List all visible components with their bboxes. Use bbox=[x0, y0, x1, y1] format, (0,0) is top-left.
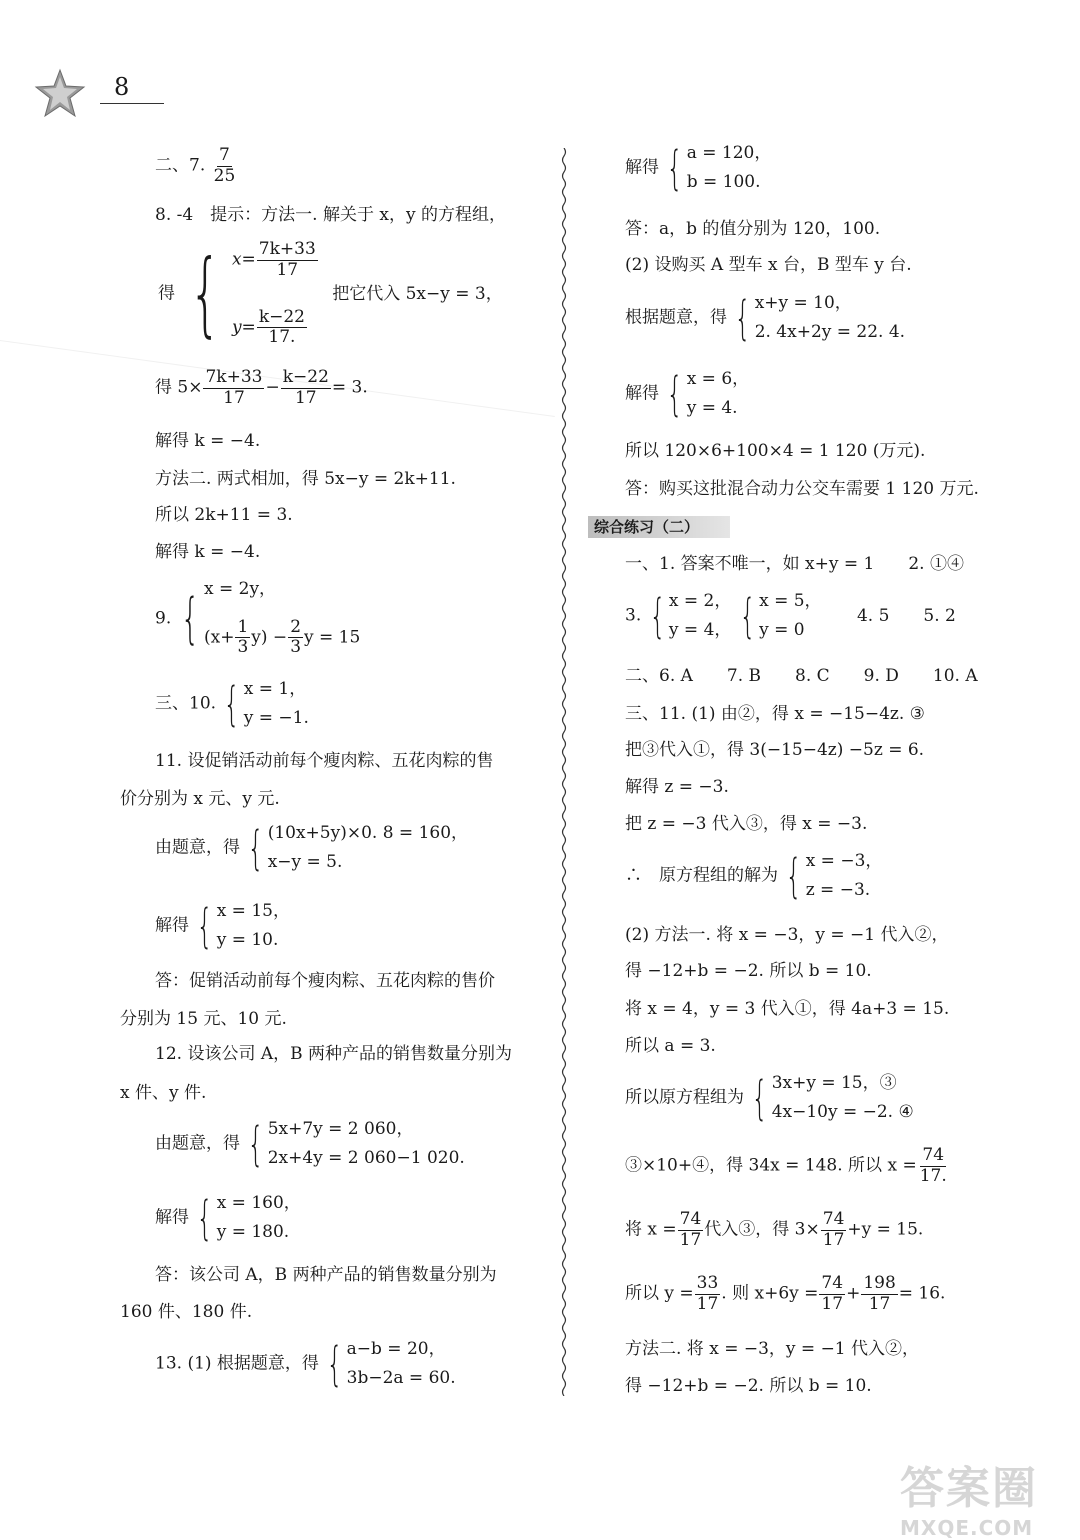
z-q11-7: 得 −12+b = −2. 所以 b = 10. bbox=[625, 961, 872, 981]
q13-final-answer: 答：购买这批混合动力公交车需要 1 120 万元. bbox=[625, 479, 979, 499]
q12-system: 由题意，得 { 5x+7y = 2 060， 2x+4y = 2 060−1 020. bbox=[155, 1117, 465, 1171]
q7-fraction: $\frac{7}{25}$ bbox=[213, 145, 236, 186]
z-q11-9: 所以 a = 3. bbox=[625, 1036, 716, 1056]
q8-system: 得 { x= $\frac{7k+33}{17}$ y= $\frac{k-22}{17.}$ 把它代入 5x−y = 3， bbox=[158, 239, 503, 348]
q8-line1: 8. -4 提示：方法一. 解关于 x，y 的方程组， bbox=[155, 205, 506, 225]
z-q11-2: 把③代入①，得 3(−15−4z) −5z = 6. bbox=[625, 740, 925, 760]
q12-line1: 12. 设该公司 A，B 两种产品的销售数量分别为 bbox=[155, 1044, 513, 1064]
q11-system: 由题意，得 { (10x+5y)×0. 8 = 160， x−y = 5. bbox=[155, 821, 469, 875]
z-q11-6: (2) 方法一. 将 x = −3，y = −1 代入②， bbox=[625, 925, 949, 945]
z-q11-1: 三、11. (1) 由②，得 x = −15−4z. ③ bbox=[625, 704, 925, 724]
z-q11-4: 把 z = −3 代入③，得 x = −3. bbox=[625, 814, 868, 834]
z-q11-14: 方法二. 将 x = −3，y = −1 代入②， bbox=[625, 1339, 920, 1359]
z-q11-8: 将 x = 4，y = 3 代入①，得 4a+3 = 15. bbox=[625, 999, 950, 1019]
z-q1: 一、1. 答案不唯一，如 x+y = 1 2. ①④ bbox=[625, 554, 964, 574]
z-q11-13: 所以 y = $\frac{33}{17}$ . 则 x+6y = $\frac{74}{17}$ + $\frac{198}{17}$ = 16. bbox=[625, 1273, 946, 1314]
q12-line2: x 件、y 件. bbox=[120, 1083, 207, 1103]
z-q11-3: 解得 z = −3. bbox=[625, 777, 729, 797]
q8-so: 所以 2k+11 = 3. bbox=[155, 505, 293, 525]
z-q11-10: 所以原方程组为 { 3x+y = 15，③ 4x−10y = −2. ④ bbox=[625, 1071, 914, 1125]
z-q11-15: 得 −12+b = −2. 所以 b = 10. bbox=[625, 1376, 872, 1396]
q13-solution: 解得 { a = 120， b = 100. bbox=[625, 141, 772, 195]
q13-part2-solution: 解得 { x = 6， y = 4. bbox=[625, 367, 750, 421]
q12-answer2: 160 件、180 件. bbox=[120, 1302, 253, 1322]
section-title: 综合练习（二） bbox=[588, 516, 730, 538]
z-q11-5: ∴ 原方程组的解为 { x = −3， z = −3. bbox=[625, 849, 883, 903]
page-number: 8 bbox=[114, 73, 130, 101]
q12-answer1: 答：该公司 A，B 两种产品的销售数量分别为 bbox=[155, 1265, 497, 1285]
q8-solve2: 解得 k = −4. bbox=[155, 542, 261, 562]
q11-solution: 解得 { x = 15， y = 10. bbox=[155, 899, 290, 953]
q9-system: 9. { x = 2y， (x+ $\frac{1}{3}$ y) − $\frac{2}{3}$ y = 15 bbox=[155, 579, 361, 658]
q8-method2: 方法二. 两式相加，得 5x−y = 2k+11. bbox=[155, 469, 456, 489]
watermark-logo: 答案圈 bbox=[900, 1463, 1038, 1514]
z-q11-11: ③×10+④，得 34x = 148. 所以 x = $\frac{74}{17.}$ bbox=[625, 1145, 947, 1186]
z-q11-12: 将 x = $\frac{74}{17}$ 代入③，得 3× $\frac{74}{17}$ +y = 15. bbox=[625, 1209, 924, 1250]
q8-solve1: 解得 k = −4. bbox=[155, 431, 261, 451]
q13-answer: 答：a，b 的值分别为 120，100. bbox=[625, 219, 881, 239]
q13-calc: 所以 120×6+100×4 = 1 120 (万元). bbox=[625, 441, 926, 461]
q13-part2: (2) 设购买 A 型车 x 台，B 型车 y 台. bbox=[625, 255, 912, 275]
q7-line: 二、7. $\frac{7}{25}$ bbox=[155, 145, 236, 186]
q12-solution: 解得 { x = 160， y = 180. bbox=[155, 1191, 301, 1245]
watermark-url: MXQE.COM bbox=[900, 1516, 1034, 1540]
q13-system: 13. (1) 根据题意，得 { a−b = 20， 3b−2a = 60. bbox=[155, 1337, 456, 1391]
q11-line1: 11. 设促销活动前每个瘦肉粽、五花肉粽的售 bbox=[155, 751, 494, 771]
watermark bbox=[900, 1452, 1070, 1540]
z-q3: 3. { x = 2， y = 4， { x = 5， y = 0 4. 5 5. 2 bbox=[625, 589, 956, 643]
column-divider bbox=[561, 148, 567, 1396]
q13-part2-system: 根据题意，得 { x+y = 10， 2. 4x+2y = 22. 4. bbox=[625, 291, 906, 345]
q11-answer2: 分别为 15 元、10 元. bbox=[120, 1009, 287, 1029]
q11-line2: 价分别为 x 元、y 元. bbox=[120, 789, 280, 809]
q8-equation: 得 5× $\frac{7k+33}{17}$ − $\frac{k-22}{17}$ = 3. bbox=[155, 367, 368, 408]
q10-system: 三、10. { x = 1， y = −1. bbox=[155, 677, 309, 731]
q11-answer1: 答：促销活动前每个瘦肉粽、五花肉粽的售价 bbox=[155, 971, 495, 991]
z-q6: 二、6. A 7. B 8. C 9. D 10. A bbox=[625, 666, 978, 686]
header-rule bbox=[100, 103, 164, 104]
star-icon bbox=[34, 68, 86, 118]
